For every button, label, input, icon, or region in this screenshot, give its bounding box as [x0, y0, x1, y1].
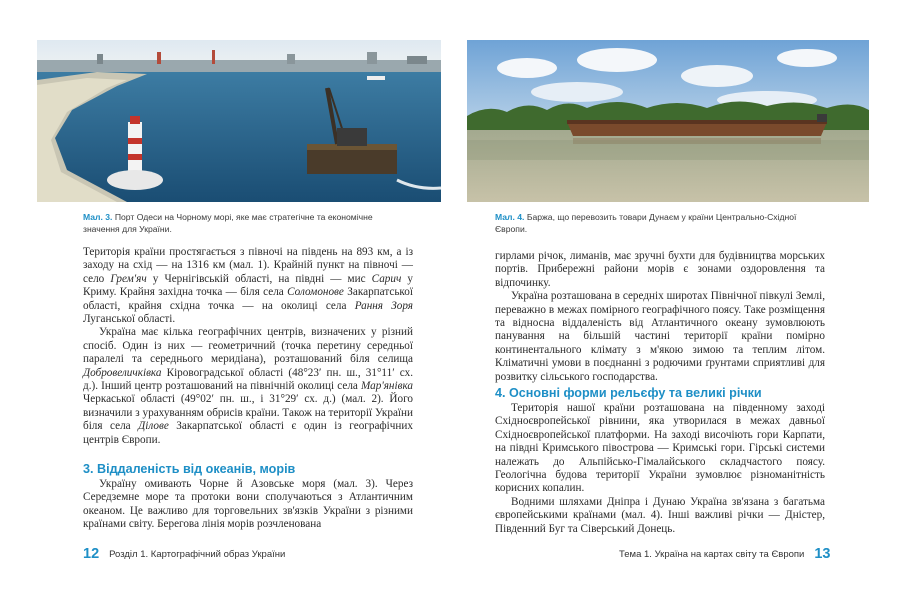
body-text-top [83, 246, 413, 447]
page-number: 13 [814, 546, 831, 562]
danube-barge-photo [467, 40, 869, 202]
right-page [449, 0, 898, 616]
figure-caption [83, 212, 383, 235]
paragraph: гирлами річок, лиманів, має зручні бухти для будівництва морських портів. Прибережні райони морів є зонами оздоровлення та відпочинку. [495, 250, 825, 289]
page-footer [83, 546, 285, 562]
paragraph: Україна має кілька географічних центрів, визначених у різний спосіб. Один із них — геометричний (точка перетину середньої паралелі та середнього меридіана), розташований біля селища Добровеличківка Кіровоградської області (48°23′ пн. ш., 31°11′ сх. д.). Інший центр розташований на північній околиці села Мар'янівка Черкаської області (49°02′ пн. ш., і 31°29′ сх. д.) (мал. 2). Його визначили з урахуванням обрисів країни. Також на території України біля села Ділове Закарпатської області є один із географічних центрів Європи. [83, 326, 413, 446]
paragraph: Водними шляхами Дніпра і Дунаю Україна зв'язана з багатьма європейськими країнами (мал. 4). Інші важливі річки — Дністер, Південний Буг та Сіверський Донець. [495, 495, 825, 535]
body-text-bottom [83, 478, 413, 532]
paragraph: Територія країни простягається з півночі на південь на 893 км, а із заходу на схід — на 1316 км (мал. 1). Крайній пункт на півночі — село Грем'яч у Чернігівській області, на півдні — мис Сарич у Криму. Крайня західна точка — біля села Соломонове Закарпатської області, крайня східна точка — на околиці села Рання Зоря Луганської області. [83, 246, 414, 326]
body-text-bottom [495, 402, 825, 536]
caption-text: Порт Одеси на Чорному морі, яке має стратегічне та економічне значення для України. [83, 212, 373, 234]
paragraph: Україна розташована в середніх широтах Північної півкулі Землі, переважно в межах помірного географічного поясу. Таке розміщення та відносна віддаленість від Атлантичного океану зумовлюють панування на більшій частині території країни помірно континентального клімату з м'якою зимою та теплим літом. Кліматичні умови в поєднанні з родючими ґрунтами сприятливі для розвитку сільського господарства. [495, 290, 825, 383]
figure-caption [495, 212, 815, 235]
page-footer [619, 546, 830, 562]
page-number: 12 [83, 546, 100, 562]
odesa-port-photo [37, 40, 441, 202]
paragraph: Україну омивають Чорне й Азовське моря (мал. 3). Через Середземне море та протоки вони сполучаються з Атлантичним океаном. Це важливо для торговельних зв'язків України з різними країнами світу. Берегова лінія морів розчленована [83, 478, 413, 531]
section-heading: 4. Основні форми рельєфу та великі річки [495, 386, 762, 400]
figure-label: Мал. 3. [83, 212, 113, 222]
caption-text: Баржа, що перевозить товари Дунаєм у країни Центрально-Східної Європи. [495, 212, 797, 234]
footer-text: Розділ 1. Картографічний образ України [109, 548, 286, 560]
section-heading: 3. Віддаленість від океанів, морів [83, 462, 296, 476]
paragraph: Територія нашої країни розташована на південному заході Східноєвропейської рівнини, яка утворилася в межах давньої Східноєвропейської платформи. На заході височіють гори Карпати, на півдні Кримського півострова — Кримські гори. Гірські системи належать до Альпійсько-Гімалайського складчастого поясу. Геологічна будова території України зумовлює різноманітність корисних копалин. [495, 402, 825, 495]
figure-label: Мал. 4. [495, 212, 525, 222]
footer-text: Тема 1. Україна на картах світу та Європи [619, 548, 805, 560]
body-text-top [495, 250, 825, 384]
